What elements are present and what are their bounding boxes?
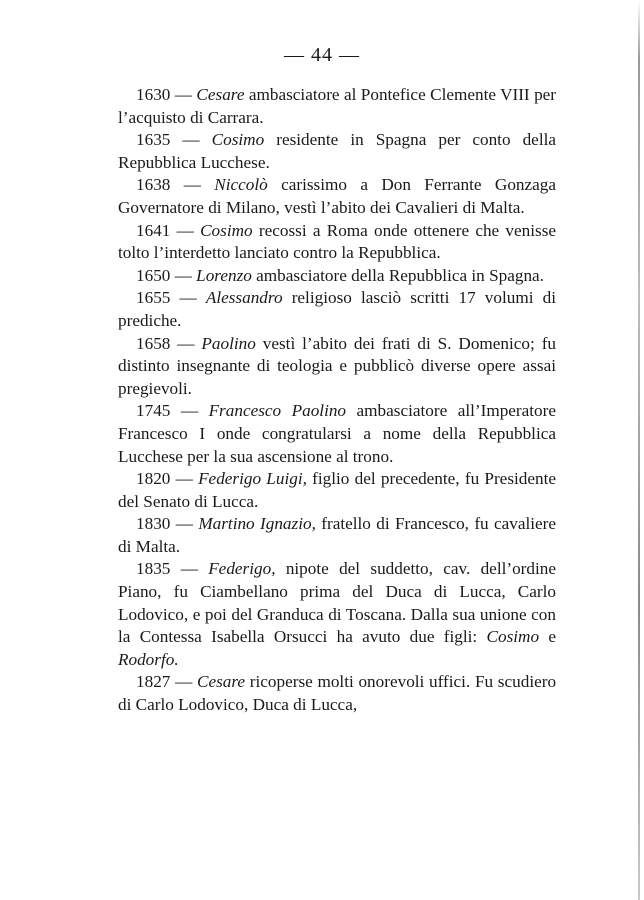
entry-child-name: Rodorfo.: [118, 649, 179, 669]
entry-text: residente in Spagna per conto della Repubblica Lucchese.: [118, 130, 556, 172]
entry-text: figlio del precedente, fu Presidente del Senato di Lucca.: [118, 469, 556, 511]
entry-1655: [118, 287, 556, 332]
entry-name: Francesco Paolino: [208, 401, 347, 421]
entry-year: 1830: [136, 514, 171, 534]
entry-child-name: Cosimo: [486, 627, 540, 647]
entry-name: Alessandro: [205, 288, 283, 308]
entry-dash: —: [182, 130, 200, 150]
entry-text: nipote del suddetto, cav. dell’ordine Piano, fu Ciambellano prima del Duca di Lucca, Carlo Lodovico, e poi del Granduca di Toscana. Dalla sua unione con la Contessa Isabella Orsucci ha avuto due figli:: [118, 559, 556, 647]
entry-dash: —: [183, 175, 201, 195]
entry-year: 1655: [136, 288, 171, 308]
entry-name: Paolino: [201, 333, 256, 353]
entry-dash: —: [174, 265, 192, 285]
entry-text: carissimo a Don Ferrante Gonzaga Governatore di Milano, vestì l’abito dei Cavalieri di Malta.: [118, 175, 556, 217]
entry-year: 1650: [136, 265, 171, 285]
entry-connector: e: [548, 627, 556, 647]
entry-text: fratello di Francesco, fu cavaliere di Malta.: [118, 514, 557, 556]
entry-text: vestì l’abito dei frati di S. Domenico; fu distinto insegnante di teologia e pubblicò diverse opere assai pregievoli.: [118, 333, 557, 398]
entry-1658: [118, 333, 556, 401]
entry-dash: —: [174, 85, 192, 104]
entry-year: 1638: [136, 175, 171, 195]
entry-name: Cosimo: [211, 130, 265, 150]
entry-text: religioso lasciò scritti 17 volumi di prediche.: [118, 288, 557, 330]
entry-1827: [118, 671, 556, 716]
entry-year: 1820: [136, 469, 171, 489]
entry-year: 1835: [136, 559, 171, 579]
entry-1745: [118, 400, 556, 468]
entry-1630: [118, 84, 556, 129]
entry-dash: —: [179, 288, 197, 308]
entry-year: 1635: [136, 130, 171, 150]
entry-dash: —: [180, 559, 198, 579]
entry-year: 1827: [136, 672, 171, 692]
entry-year: 1641: [136, 220, 171, 240]
entry-dash: —: [180, 401, 199, 421]
entry-dash: —: [176, 220, 194, 240]
entry-text: ricoperse molti onorevoli uffici. Fu scudiero di Carlo Lodovico, Duca di Lucca,: [118, 672, 557, 715]
entry-1830: [118, 513, 556, 558]
chronology-text: [118, 84, 556, 717]
entry-name: Cesare: [196, 85, 245, 104]
entry-dash: —: [177, 333, 195, 353]
entry-1835: [118, 558, 556, 671]
entry-1638: [118, 174, 556, 219]
entry-dash: —: [175, 514, 193, 534]
entry-dash: —: [175, 672, 193, 692]
entry-year: 1630: [136, 85, 171, 104]
entry-1650: [118, 265, 556, 288]
entry-1820: [118, 468, 556, 513]
entry-name: Cesare: [197, 672, 246, 692]
entry-year: 1658: [136, 333, 171, 353]
entry-name: Lorenzo: [196, 265, 252, 285]
entry-text: ambasciatore all’Imperatore Francesco I onde congratularsi a nome della Repubblica Lucchese per la sua ascensione al trono.: [118, 401, 556, 466]
entry-dash: —: [175, 469, 193, 489]
page-edge-shadow: [638, 0, 640, 900]
entry-name: Niccolò: [214, 175, 268, 195]
entry-text: recossi a Roma onde ottenere che venisse tolto l’interdetto lanciato contro la Repubblica.: [118, 220, 557, 263]
entry-year: 1745: [136, 401, 171, 421]
entry-name: Martino Ignazio,: [198, 514, 316, 534]
entry-text: ambasciatore della Repubblica in Spagna.: [256, 265, 544, 285]
entry-name: Cosimo: [200, 220, 253, 240]
page-number: — 44 —: [284, 44, 360, 66]
entry-name: Federigo Luigi,: [198, 469, 307, 489]
entry-text: ambasciatore al Pontefice Clemente VIII per l’acquisto di Carrara.: [118, 85, 557, 127]
entry-1641: [118, 220, 556, 265]
entry-1635: [118, 129, 556, 174]
entry-name: Federigo,: [208, 559, 276, 579]
